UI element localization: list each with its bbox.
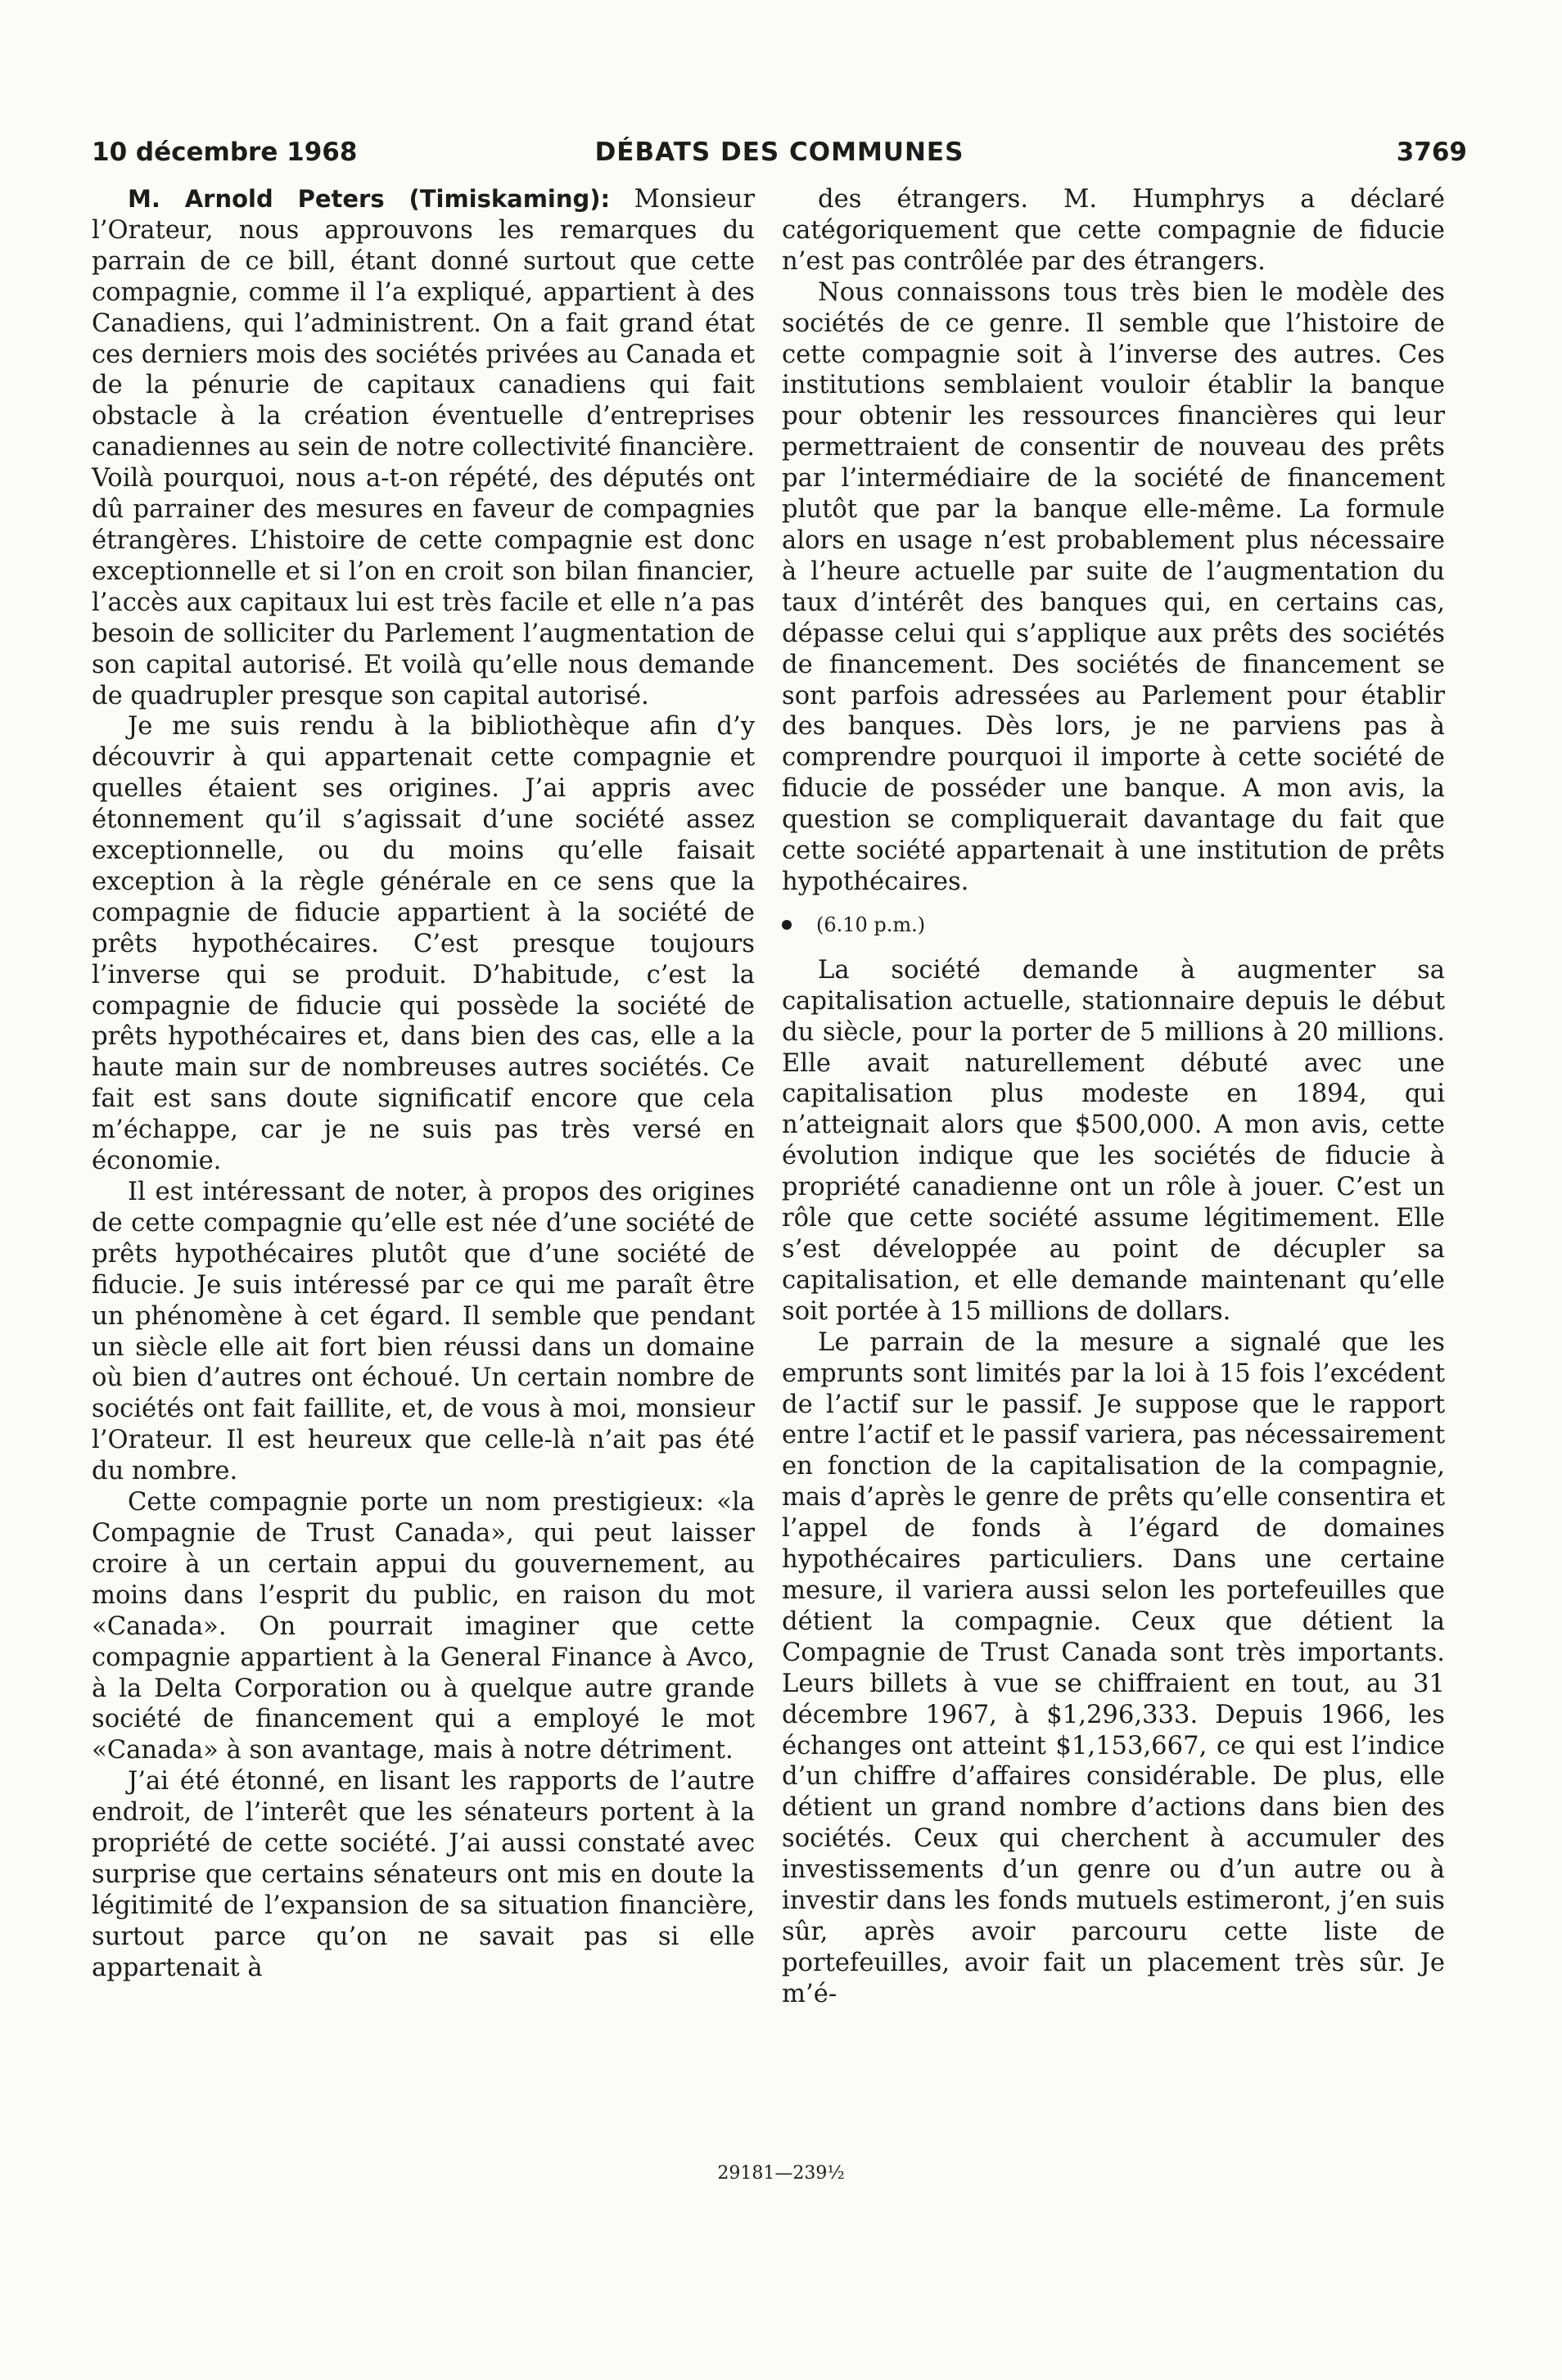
page-header bbox=[92, 137, 1467, 174]
paragraph: Nous connaissons tous très bien le modèle des sociétés de ce genre. Il semble que l’histoire de cette compagnie soit à l’inverse des autres. Ces institutions semblaient vouloir établir la banque pour obtenir les ressources financières qui leur permettraient de consentir de nouveau des prêts par l’intermédiaire de la société de financement plutôt que par la banque elle-même. La formule alors en usage n’est probablement plus nécessaire à l’heure actuelle par suite de l’augmentation du taux d’intérêt des banques qui, en certains cas, dépasse celui qui s’applique aux prêts des sociétés de financement. Des sociétés de financement se sont parfois adressées au Parlement pour établir des banques. Dès lors, je ne parviens pas à comprendre pourquoi il importe à cette société de fiducie de posséder une banque. A mon avis, la question se compliquerait davantage du fait que cette société appartenait à une institution de prêts hypothécaires. bbox=[782, 277, 1445, 896]
left-column bbox=[92, 184, 755, 1984]
bullet-icon bbox=[782, 920, 792, 930]
paragraph: Cette compagnie porte un nom prestigieux: «la Compagnie de Trust Canada», qui peut laisser croire à un certain appui du gouvernement, au moins dans l’esprit du public, en raison du mot «Canada». On pourrait imaginer que cette compagnie appartient à la General Finance à Avco, à la Delta Corporation ou à quelque autre grande société de financement qui a employé le mot «Canada» à son avantage, mais à notre détriment. bbox=[92, 1488, 755, 1765]
page-footer-code: 29181—239½ bbox=[717, 2163, 845, 2184]
paragraph: J’ai été étonné, en lisant les rapports de l’autre endroit, de l’interêt que les sénateurs portent à la propriété de cette société. J’ai aussi constaté avec surprise que certains sénateurs ont mis en doute la légitimité de l’expansion de sa situation financière, surtout parce qu’on ne savait pas si elle appartenait à bbox=[92, 1767, 755, 1982]
header-title: DÉBATS DES COMMUNES bbox=[594, 137, 964, 167]
paragraph: La société demande à augmenter sa capitalisation actuelle, stationnaire depuis le début du siècle, pour la porter de 5 millions à 20 millions. Elle avait naturellement débuté avec une capitalisation plus modeste en 1894, qui n’atteignait alors que $500,000. A mon avis, cette évolution indique que les sociétés de fiducie à propriété canadienne ont un rôle à jouer. C’est un rôle que cette société assume légitimement. Elle s’est développée au point de décupler sa capitalisation, et elle demande maintenant qu’elle soit portée à 15 millions de dollars. bbox=[782, 955, 1445, 1326]
time-marker bbox=[782, 913, 1445, 937]
paragraph bbox=[92, 184, 755, 711]
paragraph: des étrangers. M. Humphrys a déclaré catégoriquement que cette compagnie de fiducie n’est pas contrôlée par des étrangers. bbox=[782, 185, 1445, 276]
speaker-name: M. Arnold Peters (Timiskaming): bbox=[128, 185, 611, 213]
header-date: 10 décembre 1968 bbox=[92, 137, 358, 167]
right-column bbox=[782, 184, 1445, 2010]
paragraph: Je me suis rendu à la bibliothèque afin d’y découvrir à qui appartenait cette compagnie et quelles étaient ses origines. J’ai appris avec étonnement qu’il s’agissait d’une société assez exceptionnelle, ou du moins qu’elle faisait exception à la règle générale en ce sens que la compagnie de fiducie appartient à la société de prêts hypothécaires. C’est presque toujours l’inverse qui se produit. D’habitude, c’est la compagnie de fiducie qui possède la société de prêts hypothécaires et, dans bien des cas, elle a la haute main sur de nombreuses autres sociétés. Ce fait est sans doute significatif encore que cela m’échappe, car je ne suis pas très versé en économie. bbox=[92, 712, 755, 1176]
time-marker-text: (6.10 p.m.) bbox=[816, 913, 926, 936]
paragraph-text: Monsieur l’Orateur, nous approuvons les remarques du parrain de ce bill, étant donné surtout que cette compagnie, comme il l’a expliqué, appartient à des Canadiens, qui l’administrent. On a fait grand état ces derniers mois des sociétés privées au Canada et de la pénurie de capitaux canadiens qui fait obstacle à la création éventuelle d’entreprises canadiennes au sein de notre collectivité financière. Voilà pourquoi, nous a-t-on répété, des députés ont dû parrainer des mesures en faveur de compagnies étrangères. L’histoire de cette compagnie est donc exceptionnelle et si l’on en croit son bilan financier, l’accès aux capitaux lui est très facile et elle n’a pas besoin de solliciter du Parlement l’augmentation de son capital autorisé. Et voilà qu’elle nous demande de quadrupler presque son capital autorisé. bbox=[92, 185, 755, 710]
paragraph: Le parrain de la mesure a signalé que les emprunts sont limités par la loi à 15 fois l’excédent de l’actif sur le passif. Je suppose que le rapport entre l’actif et le passif variera, pas nécessairement en fonction de la capitalisation de la compagnie, mais d’après le genre de prêts qu’elle consentira et l’appel de fonds à l’égard de domaines hypothécaires particuliers. Dans une certaine mesure, il variera aussi selon les portefeuilles que détient la compagnie. Ceux que détient la Compagnie de Trust Canada sont très importants. Leurs billets à vue se chiffraient en tout, au 31 décembre 1967, à $1,296,333. Depuis 1966, les échanges ont atteint $1,153,667, ce qui est l’indice d’un chiffre d’affaires considérable. De plus, elle détient un grand nombre d’actions dans bien des sociétés. Ceux qui cherchent à accumuler des investissements d’un genre ou d’un autre ou à investir dans les fonds mutuels estimeront, j’en suis sûr, après avoir parcouru cette liste de portefeuilles, avoir fait un placement très sûr. Je m’é- bbox=[782, 1327, 1445, 2008]
paragraph: Il est intéressant de noter, à propos des origines de cette compagnie qu’elle est née d’une société de prêts hypothécaires plutôt que d’une société de fiducie. Je suis intéressé par ce qui me paraît être un phénomène à cet égard. Il semble que pendant un siècle elle ait fort bien réussi dans un domaine où bien d’autres ont échoué. Un certain nombre de sociétés ont fait faillite, et, de vous à moi, monsieur l’Orateur. Il est heureux que celle-là n’ait pas été du nombre. bbox=[92, 1178, 755, 1486]
header-page-number: 3769 bbox=[1396, 137, 1467, 167]
